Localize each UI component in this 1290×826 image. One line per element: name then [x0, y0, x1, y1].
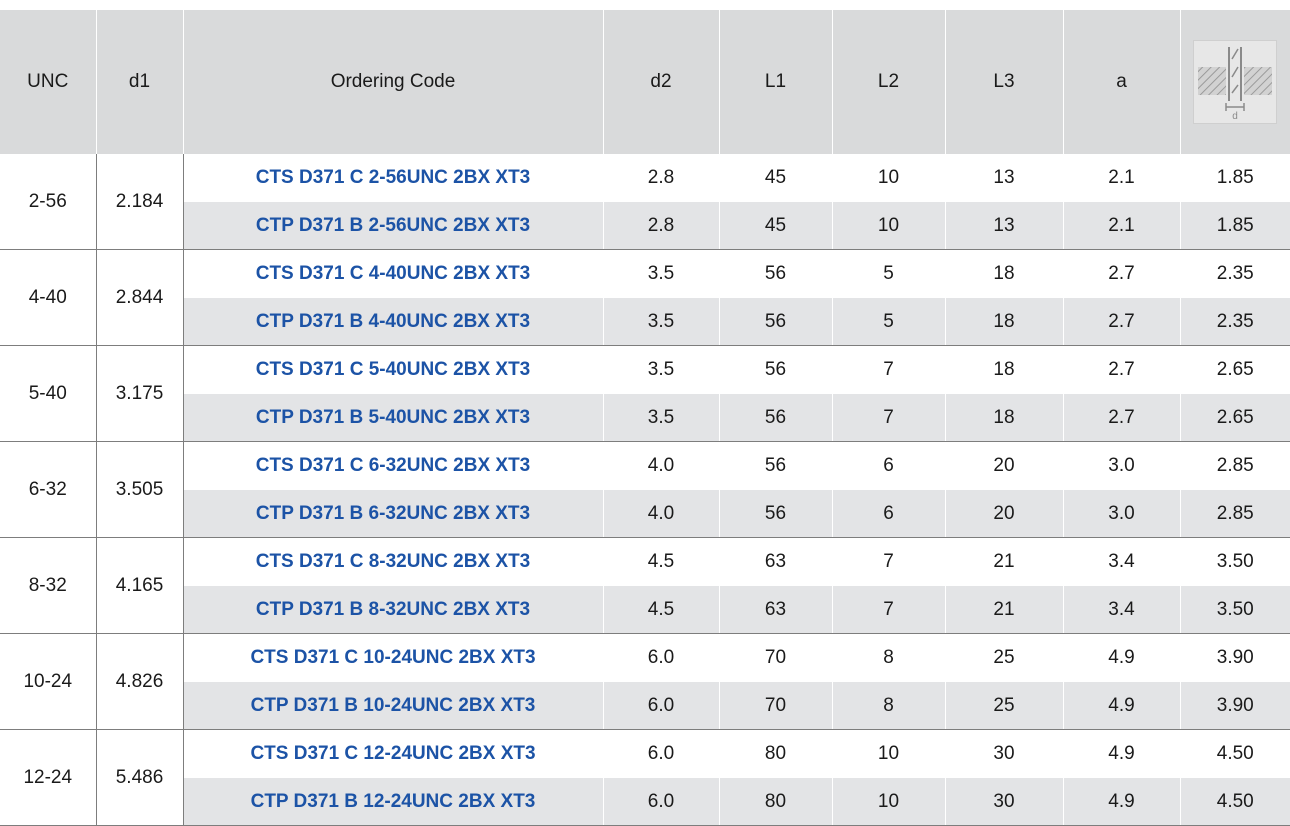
unc-size-cell: 6-32 [0, 442, 96, 538]
ordering-code-link[interactable]: CTP D371 B 6-32UNC 2BX XT3 [183, 490, 603, 538]
l3-cell: 30 [945, 778, 1063, 826]
header-l1: L1 [719, 10, 832, 154]
table-row [0, 634, 1290, 682]
d2-cell: 4.0 [603, 442, 719, 490]
table-row [0, 490, 1290, 538]
l3-cell: 20 [945, 490, 1063, 538]
header-l3: L3 [945, 10, 1063, 154]
l1-cell: 80 [719, 730, 832, 778]
unc-size-cell: 8-32 [0, 538, 96, 634]
a-cell: 2.7 [1063, 298, 1180, 346]
dia-cell: 2.35 [1180, 250, 1290, 298]
l3-cell: 20 [945, 442, 1063, 490]
ordering-code-link[interactable]: CTS D371 C 6-32UNC 2BX XT3 [183, 442, 603, 490]
header-d2: d2 [603, 10, 719, 154]
svg-text:d: d [1232, 111, 1239, 122]
d1-cell: 2.844 [96, 250, 183, 346]
ordering-code-link[interactable]: CTS D371 C 8-32UNC 2BX XT3 [183, 538, 603, 586]
dia-cell: 4.50 [1180, 778, 1290, 826]
d2-cell: 2.8 [603, 202, 719, 250]
dia-cell: 2.65 [1180, 346, 1290, 394]
d2-cell: 3.5 [603, 298, 719, 346]
unc-size-cell: 5-40 [0, 346, 96, 442]
a-cell: 2.7 [1063, 394, 1180, 442]
header-l2: L2 [832, 10, 945, 154]
table-row [0, 586, 1290, 634]
d2-cell: 6.0 [603, 778, 719, 826]
d2-cell: 4.5 [603, 586, 719, 634]
d2-cell: 3.5 [603, 394, 719, 442]
d2-cell: 6.0 [603, 682, 719, 730]
table-header [0, 10, 1290, 154]
d2-cell: 3.5 [603, 250, 719, 298]
header-ordering-code: Ordering Code [183, 10, 603, 154]
l2-cell: 5 [832, 250, 945, 298]
tap-spec-table [0, 10, 1290, 826]
l3-cell: 18 [945, 394, 1063, 442]
l2-cell: 8 [832, 634, 945, 682]
l2-cell: 10 [832, 730, 945, 778]
dia-cell: 2.35 [1180, 298, 1290, 346]
a-cell: 2.1 [1063, 202, 1180, 250]
ordering-code-link[interactable]: CTS D371 C 12-24UNC 2BX XT3 [183, 730, 603, 778]
l2-cell: 5 [832, 298, 945, 346]
l1-cell: 63 [719, 538, 832, 586]
a-cell: 2.7 [1063, 346, 1180, 394]
d2-cell: 4.0 [603, 490, 719, 538]
l1-cell: 56 [719, 442, 832, 490]
l2-cell: 10 [832, 778, 945, 826]
a-cell: 3.0 [1063, 490, 1180, 538]
a-cell: 4.9 [1063, 778, 1180, 826]
ordering-code-link[interactable]: CTP D371 B 8-32UNC 2BX XT3 [183, 586, 603, 634]
dia-cell: 3.90 [1180, 634, 1290, 682]
dia-cell: 2.85 [1180, 442, 1290, 490]
ordering-code-link[interactable]: CTS D371 C 2-56UNC 2BX XT3 [183, 154, 603, 202]
l1-cell: 56 [719, 490, 832, 538]
l1-cell: 56 [719, 250, 832, 298]
l3-cell: 21 [945, 586, 1063, 634]
dia-cell: 3.50 [1180, 538, 1290, 586]
table-row [0, 682, 1290, 730]
header-a: a [1063, 10, 1180, 154]
l3-cell: 18 [945, 298, 1063, 346]
d2-cell: 6.0 [603, 634, 719, 682]
d1-cell: 3.505 [96, 442, 183, 538]
l3-cell: 25 [945, 682, 1063, 730]
d2-cell: 6.0 [603, 730, 719, 778]
dia-cell: 3.90 [1180, 682, 1290, 730]
l2-cell: 10 [832, 154, 945, 202]
a-cell: 4.9 [1063, 682, 1180, 730]
header-diagram [1180, 10, 1290, 154]
l2-cell: 10 [832, 202, 945, 250]
d1-cell: 5.486 [96, 730, 183, 826]
d1-cell: 2.184 [96, 154, 183, 250]
unc-size-cell: 4-40 [0, 250, 96, 346]
d2-cell: 2.8 [603, 154, 719, 202]
l1-cell: 80 [719, 778, 832, 826]
l2-cell: 8 [832, 682, 945, 730]
l1-cell: 45 [719, 202, 832, 250]
a-cell: 3.4 [1063, 586, 1180, 634]
table-row [0, 298, 1290, 346]
tap-drill-diameter-diagram-icon [1193, 40, 1277, 124]
l3-cell: 18 [945, 346, 1063, 394]
unc-size-cell: 2-56 [0, 154, 96, 250]
a-cell: 2.1 [1063, 154, 1180, 202]
dia-cell: 3.50 [1180, 586, 1290, 634]
l2-cell: 7 [832, 586, 945, 634]
table-row [0, 346, 1290, 394]
l3-cell: 30 [945, 730, 1063, 778]
a-cell: 2.7 [1063, 250, 1180, 298]
a-cell: 3.0 [1063, 442, 1180, 490]
l3-cell: 13 [945, 154, 1063, 202]
l3-cell: 25 [945, 634, 1063, 682]
header-unc: UNC [0, 10, 96, 154]
l1-cell: 63 [719, 586, 832, 634]
l2-cell: 7 [832, 538, 945, 586]
l1-cell: 56 [719, 394, 832, 442]
d1-cell: 4.826 [96, 634, 183, 730]
table-row [0, 538, 1290, 586]
dia-cell: 2.65 [1180, 394, 1290, 442]
l1-cell: 70 [719, 682, 832, 730]
table-row [0, 394, 1290, 442]
a-cell: 4.9 [1063, 634, 1180, 682]
ordering-code-link[interactable]: CTP D371 B 2-56UNC 2BX XT3 [183, 202, 603, 250]
dia-cell: 1.85 [1180, 202, 1290, 250]
unc-size-cell: 10-24 [0, 634, 96, 730]
l1-cell: 56 [719, 346, 832, 394]
l1-cell: 56 [719, 298, 832, 346]
d2-cell: 3.5 [603, 346, 719, 394]
table-body [0, 154, 1290, 826]
a-cell: 4.9 [1063, 730, 1180, 778]
dia-cell: 4.50 [1180, 730, 1290, 778]
l2-cell: 6 [832, 490, 945, 538]
ordering-code-link[interactable]: CTP D371 B 10-24UNC 2BX XT3 [183, 682, 603, 730]
l2-cell: 6 [832, 442, 945, 490]
l1-cell: 45 [719, 154, 832, 202]
table-row [0, 730, 1290, 778]
ordering-code-link[interactable]: CTS D371 C 5-40UNC 2BX XT3 [183, 346, 603, 394]
table-row [0, 442, 1290, 490]
unc-size-cell: 12-24 [0, 730, 96, 826]
d1-cell: 4.165 [96, 538, 183, 634]
ordering-code-link[interactable]: CTP D371 B 4-40UNC 2BX XT3 [183, 298, 603, 346]
a-cell: 3.4 [1063, 538, 1180, 586]
l1-cell: 70 [719, 634, 832, 682]
ordering-code-link[interactable]: CTP D371 B 12-24UNC 2BX XT3 [183, 778, 603, 826]
l3-cell: 21 [945, 538, 1063, 586]
dia-cell: 1.85 [1180, 154, 1290, 202]
table-row [0, 202, 1290, 250]
l3-cell: 13 [945, 202, 1063, 250]
l3-cell: 18 [945, 250, 1063, 298]
d2-cell: 4.5 [603, 538, 719, 586]
header-d1: d1 [96, 10, 183, 154]
d1-cell: 3.175 [96, 346, 183, 442]
ordering-code-link[interactable]: CTS D371 C 4-40UNC 2BX XT3 [183, 250, 603, 298]
ordering-code-link[interactable]: CTP D371 B 5-40UNC 2BX XT3 [183, 394, 603, 442]
table-row [0, 250, 1290, 298]
ordering-code-link[interactable]: CTS D371 C 10-24UNC 2BX XT3 [183, 634, 603, 682]
l2-cell: 7 [832, 346, 945, 394]
l2-cell: 7 [832, 394, 945, 442]
table-row [0, 778, 1290, 826]
table-row [0, 154, 1290, 202]
dia-cell: 2.85 [1180, 490, 1290, 538]
